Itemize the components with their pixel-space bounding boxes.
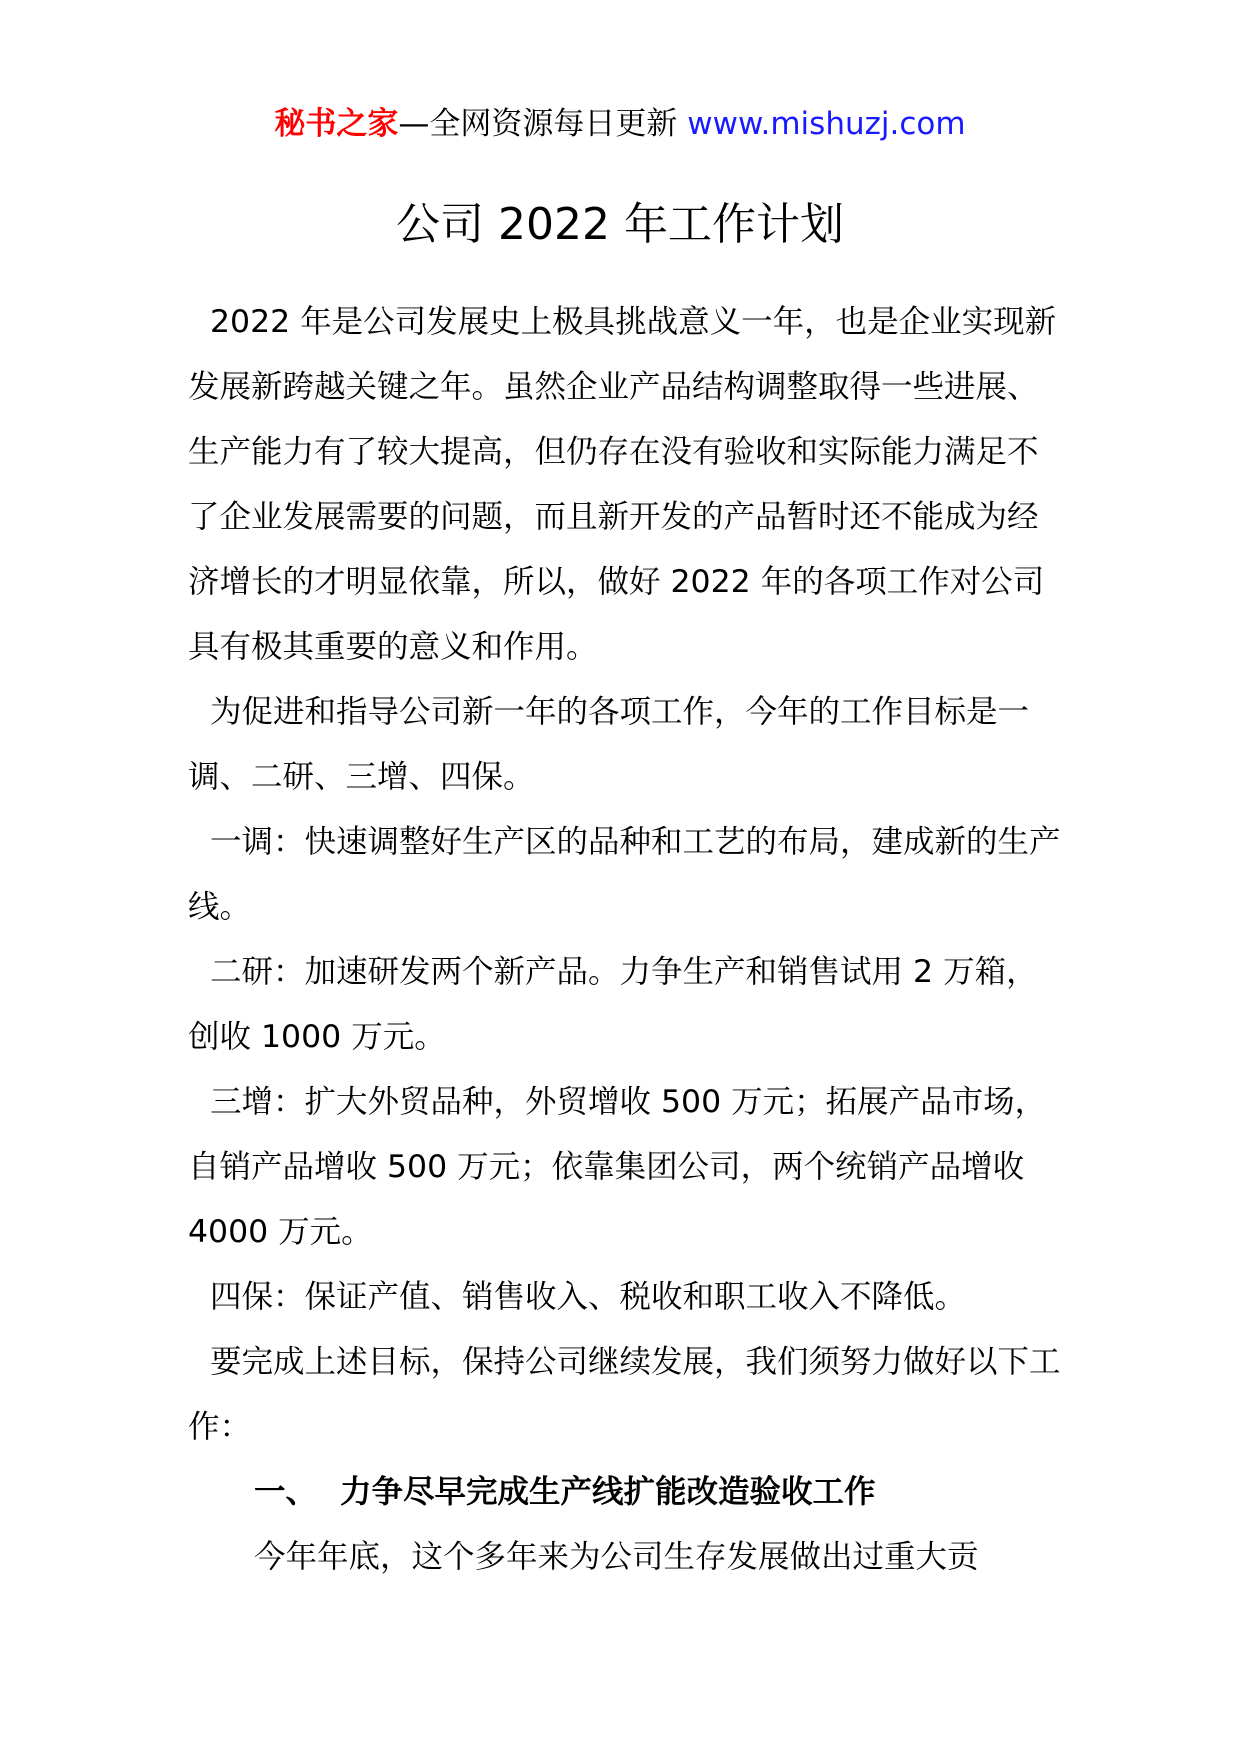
paragraph-goal-adjust: 一调：快速调整好生产区的品种和工艺的布局，建成新的生产线。	[188, 824, 1061, 925]
paragraph-goal-ensure: 四保：保证产值、销售收入、税收和职工收入不降低。	[210, 1279, 967, 1315]
site-tagline: —全网资源每日更新	[398, 106, 678, 142]
document-body	[188, 290, 1063, 1590]
paragraph-goal-increase: 三增：扩大外贸品种，外贸增收 500 万元；拓展产品市场，自销产品增收 500 万元；依靠集团公司，两个统销产品增收 4000 万元。	[188, 1084, 1047, 1250]
paragraph-tasks-intro: 要完成上述目标，保持公司继续发展，我们须努力做好以下工作：	[188, 1344, 1061, 1445]
section-number: 一、	[254, 1474, 318, 1510]
paragraph-section1-body: 今年年底，这个多年来为公司生存发展做出过重大贡	[254, 1539, 979, 1575]
site-brand: 秘书之家	[274, 106, 399, 142]
paragraph-intro: 2022 年是公司发展史上极具挑战意义一年，也是企业实现新发展新跨越关键之年。虽然企业产品结构调整取得一些进展、生产能力有了较大提高，但仍存在没有验收和实际能力满足不了企业发展需要的问题，而且新开发的产品暂时还不能成为经济增长的才明显依靠，所以，做好 2022 年的各项工作对公司具有极其重要的意义和作用。	[188, 304, 1057, 665]
site-url[interactable]: www.mishuzj.com	[687, 106, 966, 142]
paragraph-goals: 为促进和指导公司新一年的各项工作，今年的工作目标是一调、二研、三增、四保。	[188, 694, 1030, 795]
paragraph-goal-research: 二研：加速研发两个新产品。力争生产和销售试用 2 万箱，创收 1000 万元。	[188, 954, 1038, 1055]
section-heading-1	[188, 1460, 1063, 1525]
document-title: 公司 2022 年工作计划	[396, 199, 844, 250]
site-header	[0, 100, 1240, 148]
section-title: 力争尽早完成生产线扩能改造验收工作	[340, 1474, 876, 1510]
